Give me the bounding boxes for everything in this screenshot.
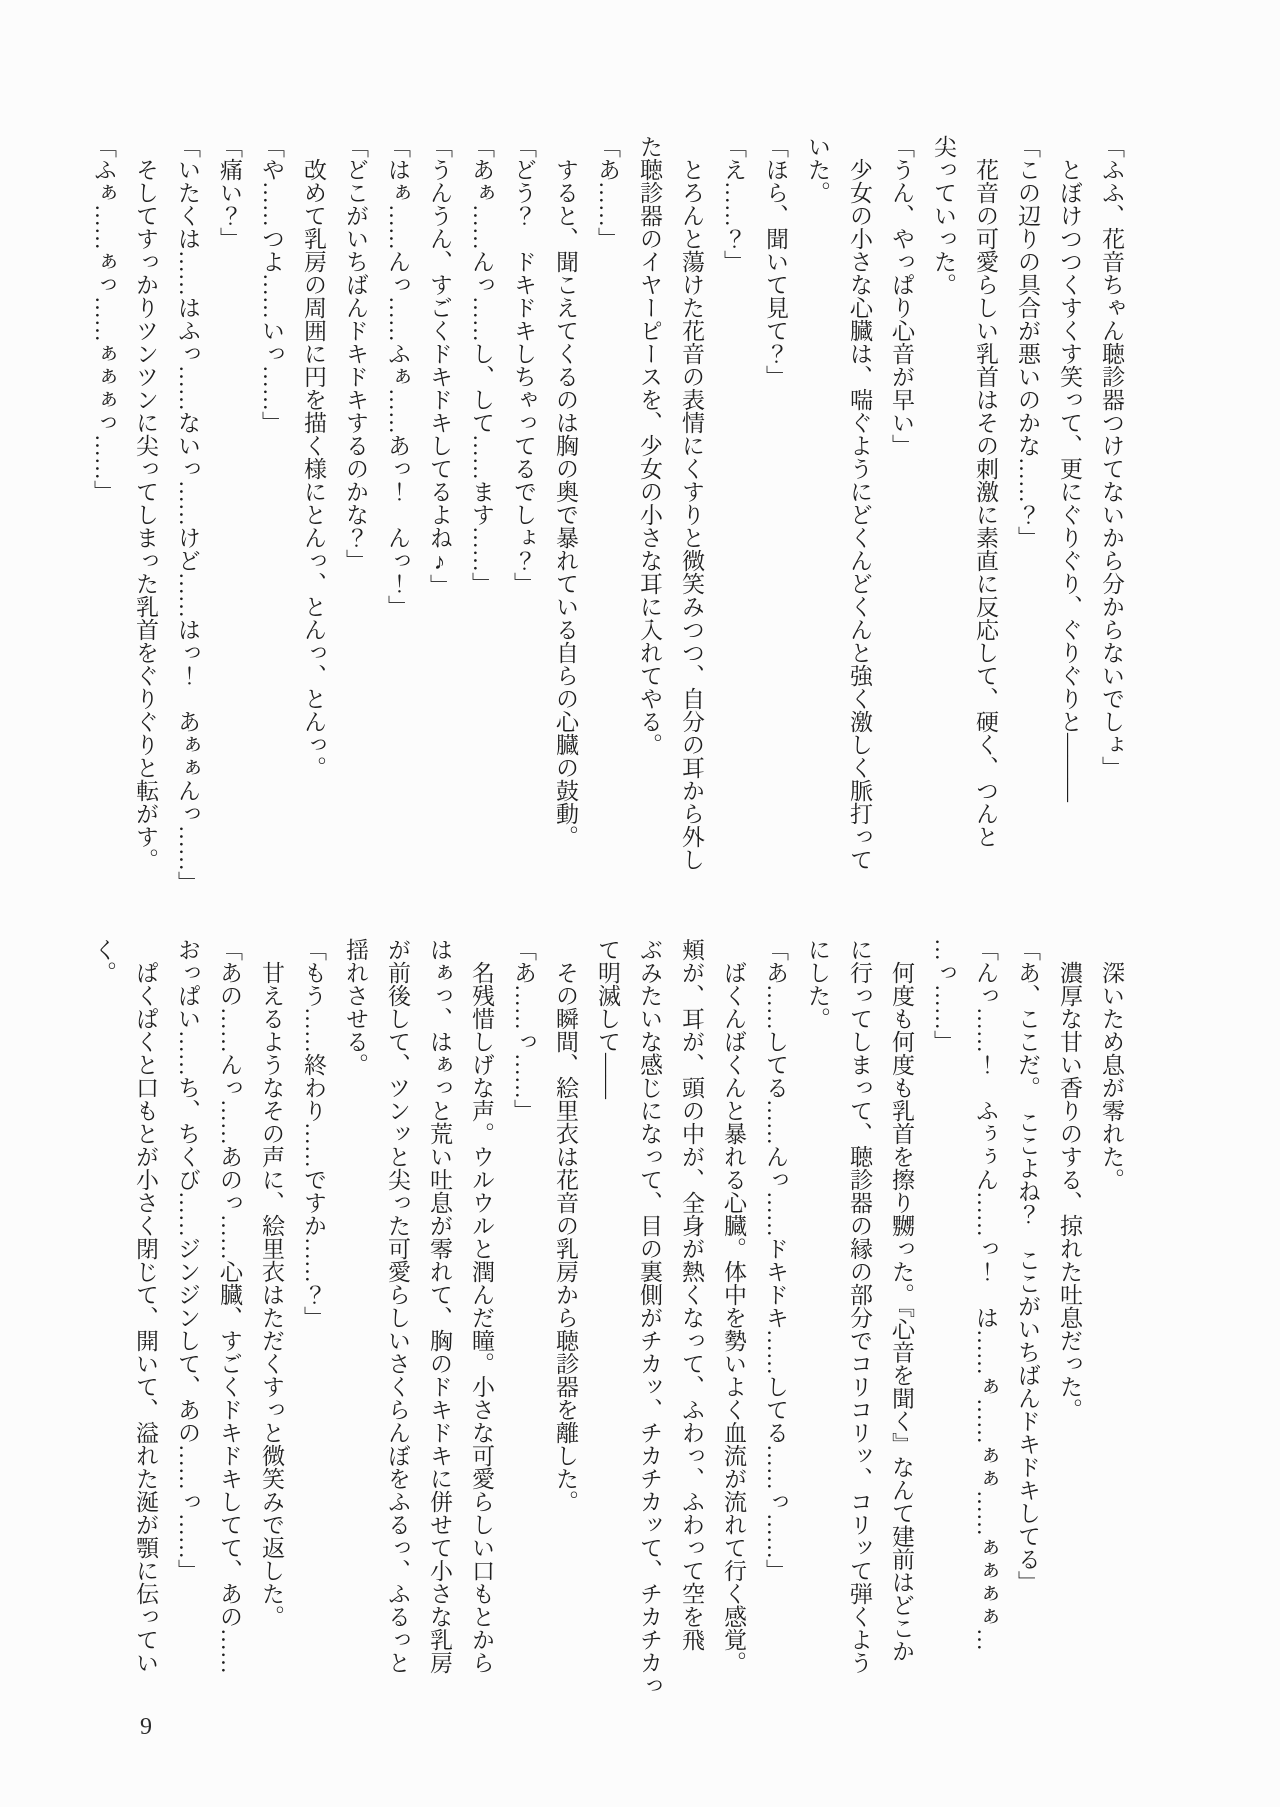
text-line: 「ほら、聞いて見て？」 (763, 135, 788, 388)
text-line: 「あ……っ……」 (511, 938, 536, 1122)
text-line: く。 (91, 938, 116, 984)
text-line: 「はぁ……んっ……ふぁ……あっ！ んっ！」 (385, 135, 410, 618)
text-line: 頬が、耳が、頭の中が、全身が熱くなって、ふわっ、ふわって空を飛 (679, 938, 704, 1651)
text-line: 「うんうん、すごくドキドキしてるよね♪」 (427, 135, 452, 597)
text-line: とぼけつつくすくす笑って、更にぐりぐり、ぐりぐりと――― (1057, 135, 1082, 802)
text-line: 尖っていった。 (931, 135, 956, 296)
text-line: 「あ……してる……んっ……ドキドキ……してる……っ……」 (763, 938, 788, 1582)
text-line: 「どう？ ドキドキしちゃってるでしょ？」 (511, 135, 536, 595)
text-line: …っ……」 (931, 938, 956, 1053)
text-line: 揺れさせる。 (343, 938, 368, 1076)
text-block-bottom (82, 938, 1132, 1697)
text-line: が前後して、ツンッと尖った可愛らしいさくらんぼをふるっ、ふるっと (385, 938, 410, 1674)
text-line: 「いたくは……はふっ……ないっ……けど……はっ！ あぁぁんっ……」 (175, 135, 200, 894)
text-line: 「この辺りの具合が悪いのかな……？」 (1015, 135, 1040, 549)
text-line: 「うん、やっぱり心音が早い」 (889, 135, 914, 457)
text-line: 「もう……終わり……ですか……？」 (301, 938, 326, 1329)
text-line: 何度も何度も乳首を擦り嬲った。『心音を聞く』なんて建前はどこか (889, 938, 914, 1663)
text-line: ぶみたいな感じになって、目の裏側がチカッ、チカチカッて、チカチカっ (637, 938, 662, 1697)
text-line: 深いため息が零れた。 (1099, 938, 1124, 1191)
text-line: 少女の小さな心臓は、喘ぐようにどくんどくんと強く激しく脈打って (847, 135, 872, 871)
text-line: とろんと蕩けた花音の表情にくすりと微笑みつつ、自分の耳から外し (679, 135, 704, 871)
text-line: 「や……つよ……いっ……」 (259, 135, 284, 434)
text-line: 「あの……んっ……あのっ……心臓、すごくドキドキしてて、あの…… (217, 938, 242, 1674)
text-line: 「あ……」 (595, 135, 620, 250)
text-line: 「んっ……！ ふぅぅん……っ！ は……ぁ……ぁぁ……ぁぁぁぁ… (973, 938, 998, 1651)
text-line: 「ふふ、花音ちゃん聴診器つけてないから分からないでしょ」 (1099, 135, 1124, 779)
text-line: 「痛い？」 (217, 135, 242, 250)
text-block-top (82, 135, 1132, 894)
text-line: ぱくぱくと口もとが小さく閉じて、開いて、溢れた涎が顎に伝ってい (133, 938, 158, 1674)
text-line: 甘えるようなその声に、絵里衣はただくすっと微笑みで返した。 (259, 938, 284, 1628)
text-line: 「どこがいちばんドキドキするのかな？」 (343, 135, 368, 572)
text-line: おっぱい……ち、ちくび……ジンジンして、あの……っ……」 (175, 938, 200, 1582)
text-line: ばくんばくんと暴れる心臓。体中を勢いよく血流が流れて行く感覚。 (721, 938, 746, 1674)
text-line: すると、聞こえてくるのは胸の奥で暴れている自らの心臓の鼓動。 (553, 135, 578, 848)
text-line: 「あぁ……んっ……し、して……ます……」 (469, 135, 494, 595)
text-line: 「え……？」 (721, 135, 746, 273)
text-line: そしてすっかりツンツンに尖ってしまった乳首をぐりぐりと転がす。 (133, 135, 158, 871)
text-line: た聴診器のイヤーピースを、少女の小さな耳に入れてやる。 (637, 135, 662, 756)
text-line: はぁっ、はぁっと荒い吐息が零れて、胸のドキドキに併せて小さな乳房 (427, 938, 452, 1674)
text-line: に行ってしまって、聴診器の縁の部分でコリコリッ、コリッて弾くよう (847, 938, 872, 1674)
text-line: いた。 (805, 135, 830, 204)
text-line: 改めて乳房の周囲に円を描く様にとんっ、とんっ、とんっ。 (301, 135, 326, 779)
text-line: にした。 (805, 938, 830, 1030)
page-number: 9 (140, 1714, 152, 1740)
text-line: て明滅して―― (595, 938, 620, 1099)
text-line: 「ふぁ……ぁっ……ぁぁぁっ……」 (91, 135, 116, 503)
text-line: 「あ、ここだ。 ここよね？ ここがいちばんドキドキしてる」 (1015, 938, 1040, 1594)
text-line: 名残惜しげな声。ウルウルと潤んだ瞳。小さな可愛らしい口もとから (469, 938, 494, 1674)
text-line: 花音の可愛らしい乳首はその刺激に素直に反応して、硬く、つんと (973, 135, 998, 848)
text-line: その瞬間、絵里衣は花音の乳房から聴診器を離した。 (553, 938, 578, 1513)
text-line: 濃厚な甘い香りのする、掠れた吐息だった。 (1057, 938, 1082, 1421)
